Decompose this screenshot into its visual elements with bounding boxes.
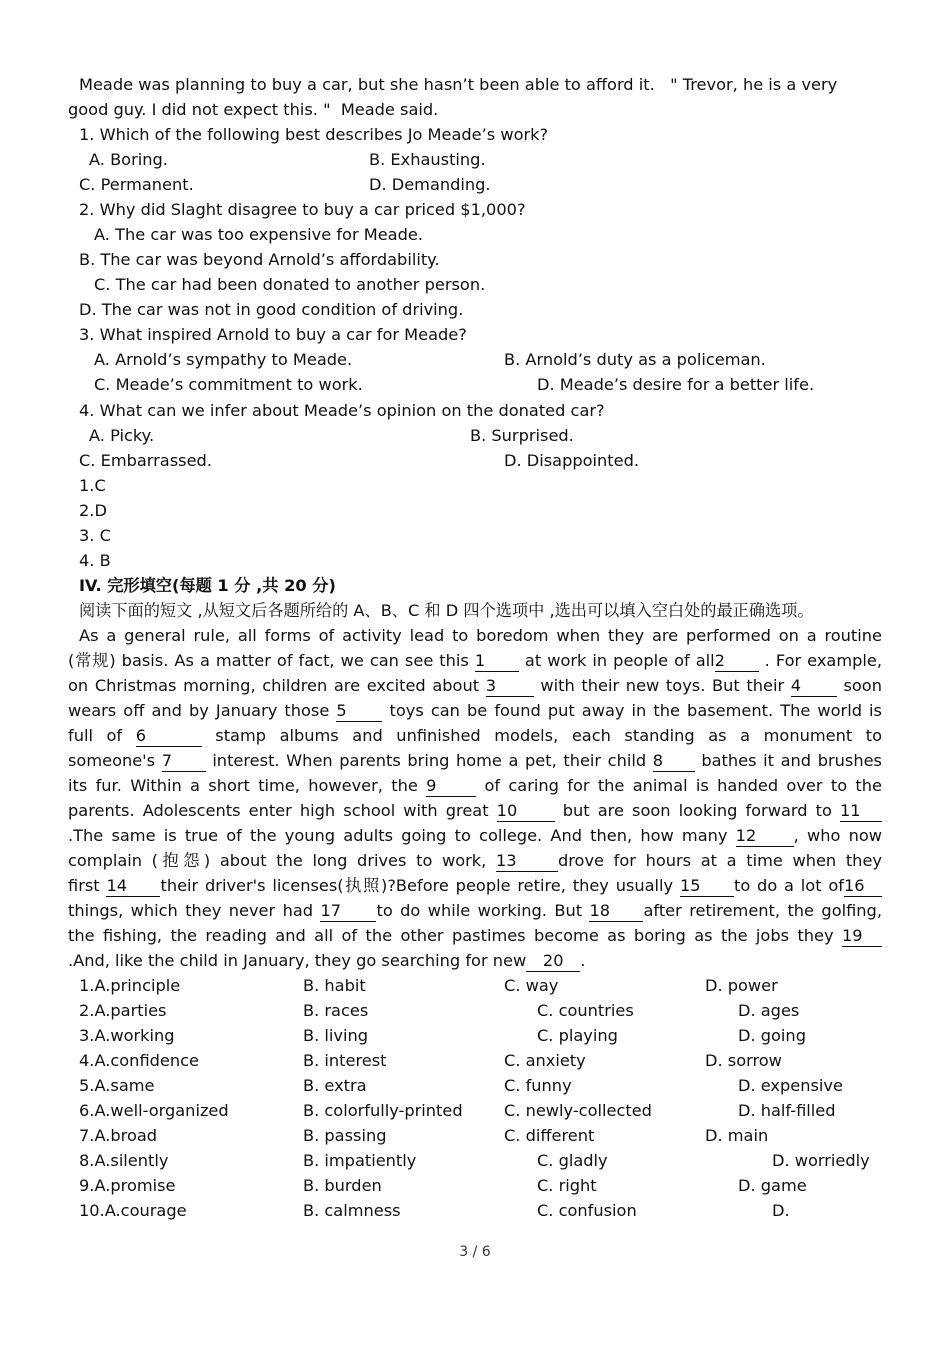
cloze-option-row <box>68 998 882 1023</box>
cloze-line: its fur. Within a short time, however, the 9 of caring for the animal is handed over to the <box>68 776 882 795</box>
cloze-option-row <box>68 1023 882 1048</box>
option: 5.A.same <box>79 1076 155 1095</box>
option-row <box>68 172 882 197</box>
cloze-blank: 5 <box>336 700 382 722</box>
passage-line: good guy. I did not expect this. " Meade said. <box>68 100 439 119</box>
option: B. passing <box>303 1126 387 1145</box>
option: D. The car was not in good condition of driving. <box>79 300 464 319</box>
option: B. habit <box>303 976 366 995</box>
option: C. confusion <box>537 1201 637 1220</box>
option: 3.A.working <box>79 1026 175 1045</box>
cloze-line: on Christmas morning, children are excited about 3 with their new toys. But their 4 soon <box>68 676 882 695</box>
option: D. game <box>738 1176 807 1195</box>
option: 1.A.principle <box>79 976 181 995</box>
cloze-blank: 3 <box>486 675 534 697</box>
option: B. extra <box>303 1076 367 1095</box>
option-row <box>68 347 882 372</box>
option: B. calmness <box>303 1201 401 1220</box>
option-row <box>68 423 882 448</box>
cloze-blank: 2 <box>715 650 759 672</box>
option: C. playing <box>537 1026 618 1045</box>
option: C. right <box>537 1176 597 1195</box>
option: A. Picky. <box>89 426 155 445</box>
option: B. colorfully-printed <box>303 1101 463 1120</box>
question-stem: 4. What can we infer about Meade’s opinion on the donated car? <box>79 401 605 420</box>
option: C. funny <box>504 1076 572 1095</box>
cloze-line: first 14 their driver's licenses(执照)?Before people retire, they usually 15 to do a lot of16 <box>68 873 882 898</box>
cloze-option-row <box>68 1123 882 1148</box>
option: D. main <box>705 1126 769 1145</box>
question-stem: 2. Why did Slaght disagree to buy a car priced $1,000? <box>79 200 526 219</box>
option: D. Disappointed. <box>504 451 640 470</box>
option: B. burden <box>303 1176 382 1195</box>
passage-line: Meade was planning to buy a car, but she hasn’t been able to afford it. " Trevor, he is a very <box>79 75 838 94</box>
option-row <box>68 147 882 172</box>
option: D. sorrow <box>705 1051 782 1070</box>
cloze-option-row <box>68 1173 882 1198</box>
option: B. living <box>303 1026 369 1045</box>
option: C. Meade’s commitment to work. <box>94 375 363 394</box>
answer: 4. B <box>79 551 111 570</box>
cloze-option-row <box>68 1098 882 1123</box>
cloze-line: things, which they never had 17 to do while working. But 18 after retirement, the golfing, <box>68 901 882 920</box>
option: C. way <box>504 976 559 995</box>
cloze-blank: 20 <box>526 950 580 972</box>
option: D. worriedly <box>772 1151 870 1170</box>
cloze-line: (常规) basis. As a matter of fact, we can see this 1 at work in people of all2 . For example, <box>68 651 882 670</box>
question-stem: 3. What inspired Arnold to buy a car for Meade? <box>79 325 467 344</box>
cloze-line: .And, like the child in January, they go searching for new 20 . <box>68 951 586 970</box>
option-row <box>68 448 882 473</box>
cloze-option-row <box>68 1048 882 1073</box>
cloze-blank: 17 <box>320 900 376 922</box>
cloze-blank: 19 <box>842 925 882 947</box>
option: B. interest <box>303 1051 387 1070</box>
cloze-blank: 12 <box>736 825 794 847</box>
option: D. expensive <box>738 1076 843 1095</box>
option: C. different <box>504 1126 595 1145</box>
cloze-line: the fishing, the reading and all of the other pastimes become as boring as the jobs they 19 <box>68 923 882 948</box>
option: D. Meade’s desire for a better life. <box>537 375 815 394</box>
answer: 3. C <box>79 526 111 545</box>
option: 6.A.well-organized <box>79 1101 229 1120</box>
option: C. Embarrassed. <box>79 451 212 470</box>
option: 7.A.broad <box>79 1126 158 1145</box>
cloze-blank: 9 <box>426 775 476 797</box>
option: B. Surprised. <box>470 426 574 445</box>
option: 4.A.confidence <box>79 1051 199 1070</box>
option: B. The car was beyond Arnold’s affordability. <box>79 250 440 269</box>
option: A. Arnold’s sympathy to Meade. <box>94 350 353 369</box>
option: A. Boring. <box>89 150 168 169</box>
option: B. impatiently <box>303 1151 417 1170</box>
option: D. ages <box>738 1001 800 1020</box>
option: D. <box>772 1201 790 1220</box>
cloze-option-row <box>68 1198 882 1223</box>
cloze-blank: 6 <box>136 725 202 747</box>
option: C. gladly <box>537 1151 608 1170</box>
cloze-blank: 13 <box>496 850 558 872</box>
cloze-option-row <box>68 973 882 998</box>
option: D. Demanding. <box>369 175 491 194</box>
cloze-line: someone's 7 interest. When parents bring home a pet, their child 8 bathes it and brushes <box>68 751 882 770</box>
page-number: 3 / 6 <box>459 1244 491 1260</box>
cloze-blank: 10 <box>497 800 555 822</box>
document-page <box>68 72 882 1223</box>
option: 10.A.courage <box>79 1201 187 1220</box>
cloze-line: full of 6 stamp albums and unfinished models, each standing as a monument to <box>68 726 882 745</box>
cloze-blank: 16 <box>844 875 882 897</box>
cloze-option-row <box>68 1148 882 1173</box>
option: A. The car was too expensive for Meade. <box>94 225 423 244</box>
question-stem: 1. Which of the following best describes Jo Meade’s work? <box>79 125 549 144</box>
cloze-blank: 4 <box>791 675 837 697</box>
cloze-blank: 15 <box>680 875 734 897</box>
cloze-line: .The same is true of the young adults going to college. And then, how many 12 , who now <box>68 826 882 845</box>
option: B. Arnold’s duty as a policeman. <box>504 350 766 369</box>
option: C. newly-collected <box>504 1101 652 1120</box>
option: B. Exhausting. <box>369 150 486 169</box>
answer: 2.D <box>79 501 107 520</box>
option: 8.A.silently <box>79 1151 169 1170</box>
option: C. The car had been donated to another person. <box>94 275 486 294</box>
option: C. anxiety <box>504 1051 586 1070</box>
option: C. countries <box>537 1001 634 1020</box>
option: D. half-filled <box>738 1101 836 1120</box>
option: 9.A.promise <box>79 1176 176 1195</box>
option: D. power <box>705 976 778 995</box>
section-title: IV. 完形填空(每题 1 分 ,共 20 分) <box>79 576 336 595</box>
answer: 1.C <box>79 476 106 495</box>
cloze-line: As a general rule, all forms of activity lead to boredom when they are performed on a routine <box>79 626 882 645</box>
cloze-line: wears off and by January those 5 toys can be found put away in the basement. The world is <box>68 701 882 720</box>
cloze-option-row <box>68 1073 882 1098</box>
option: D. going <box>738 1026 806 1045</box>
cloze-blank: 14 <box>106 875 160 897</box>
cloze-blank: 1 <box>475 650 519 672</box>
option: 2.A.parties <box>79 1001 167 1020</box>
cloze-line: parents. Adolescents enter high school with great 10 but are soon looking forward to 11 <box>68 798 882 823</box>
cloze-line: complain (抱怨) about the long drives to work, 13 drove for hours at a time when they <box>68 851 882 870</box>
section-instruction: 阅读下面的短文 ,从短文后各题所给的 A、B、C 和 D 四个选项中 ,选出可以填入空白处的最正确选项。 <box>79 601 814 620</box>
cloze-blank: 8 <box>653 750 695 772</box>
option-row <box>68 372 882 397</box>
option: C. Permanent. <box>79 175 194 194</box>
option: B. races <box>303 1001 369 1020</box>
cloze-blank: 7 <box>162 750 206 772</box>
cloze-blank: 18 <box>589 900 643 922</box>
cloze-blank: 11 <box>840 800 882 822</box>
